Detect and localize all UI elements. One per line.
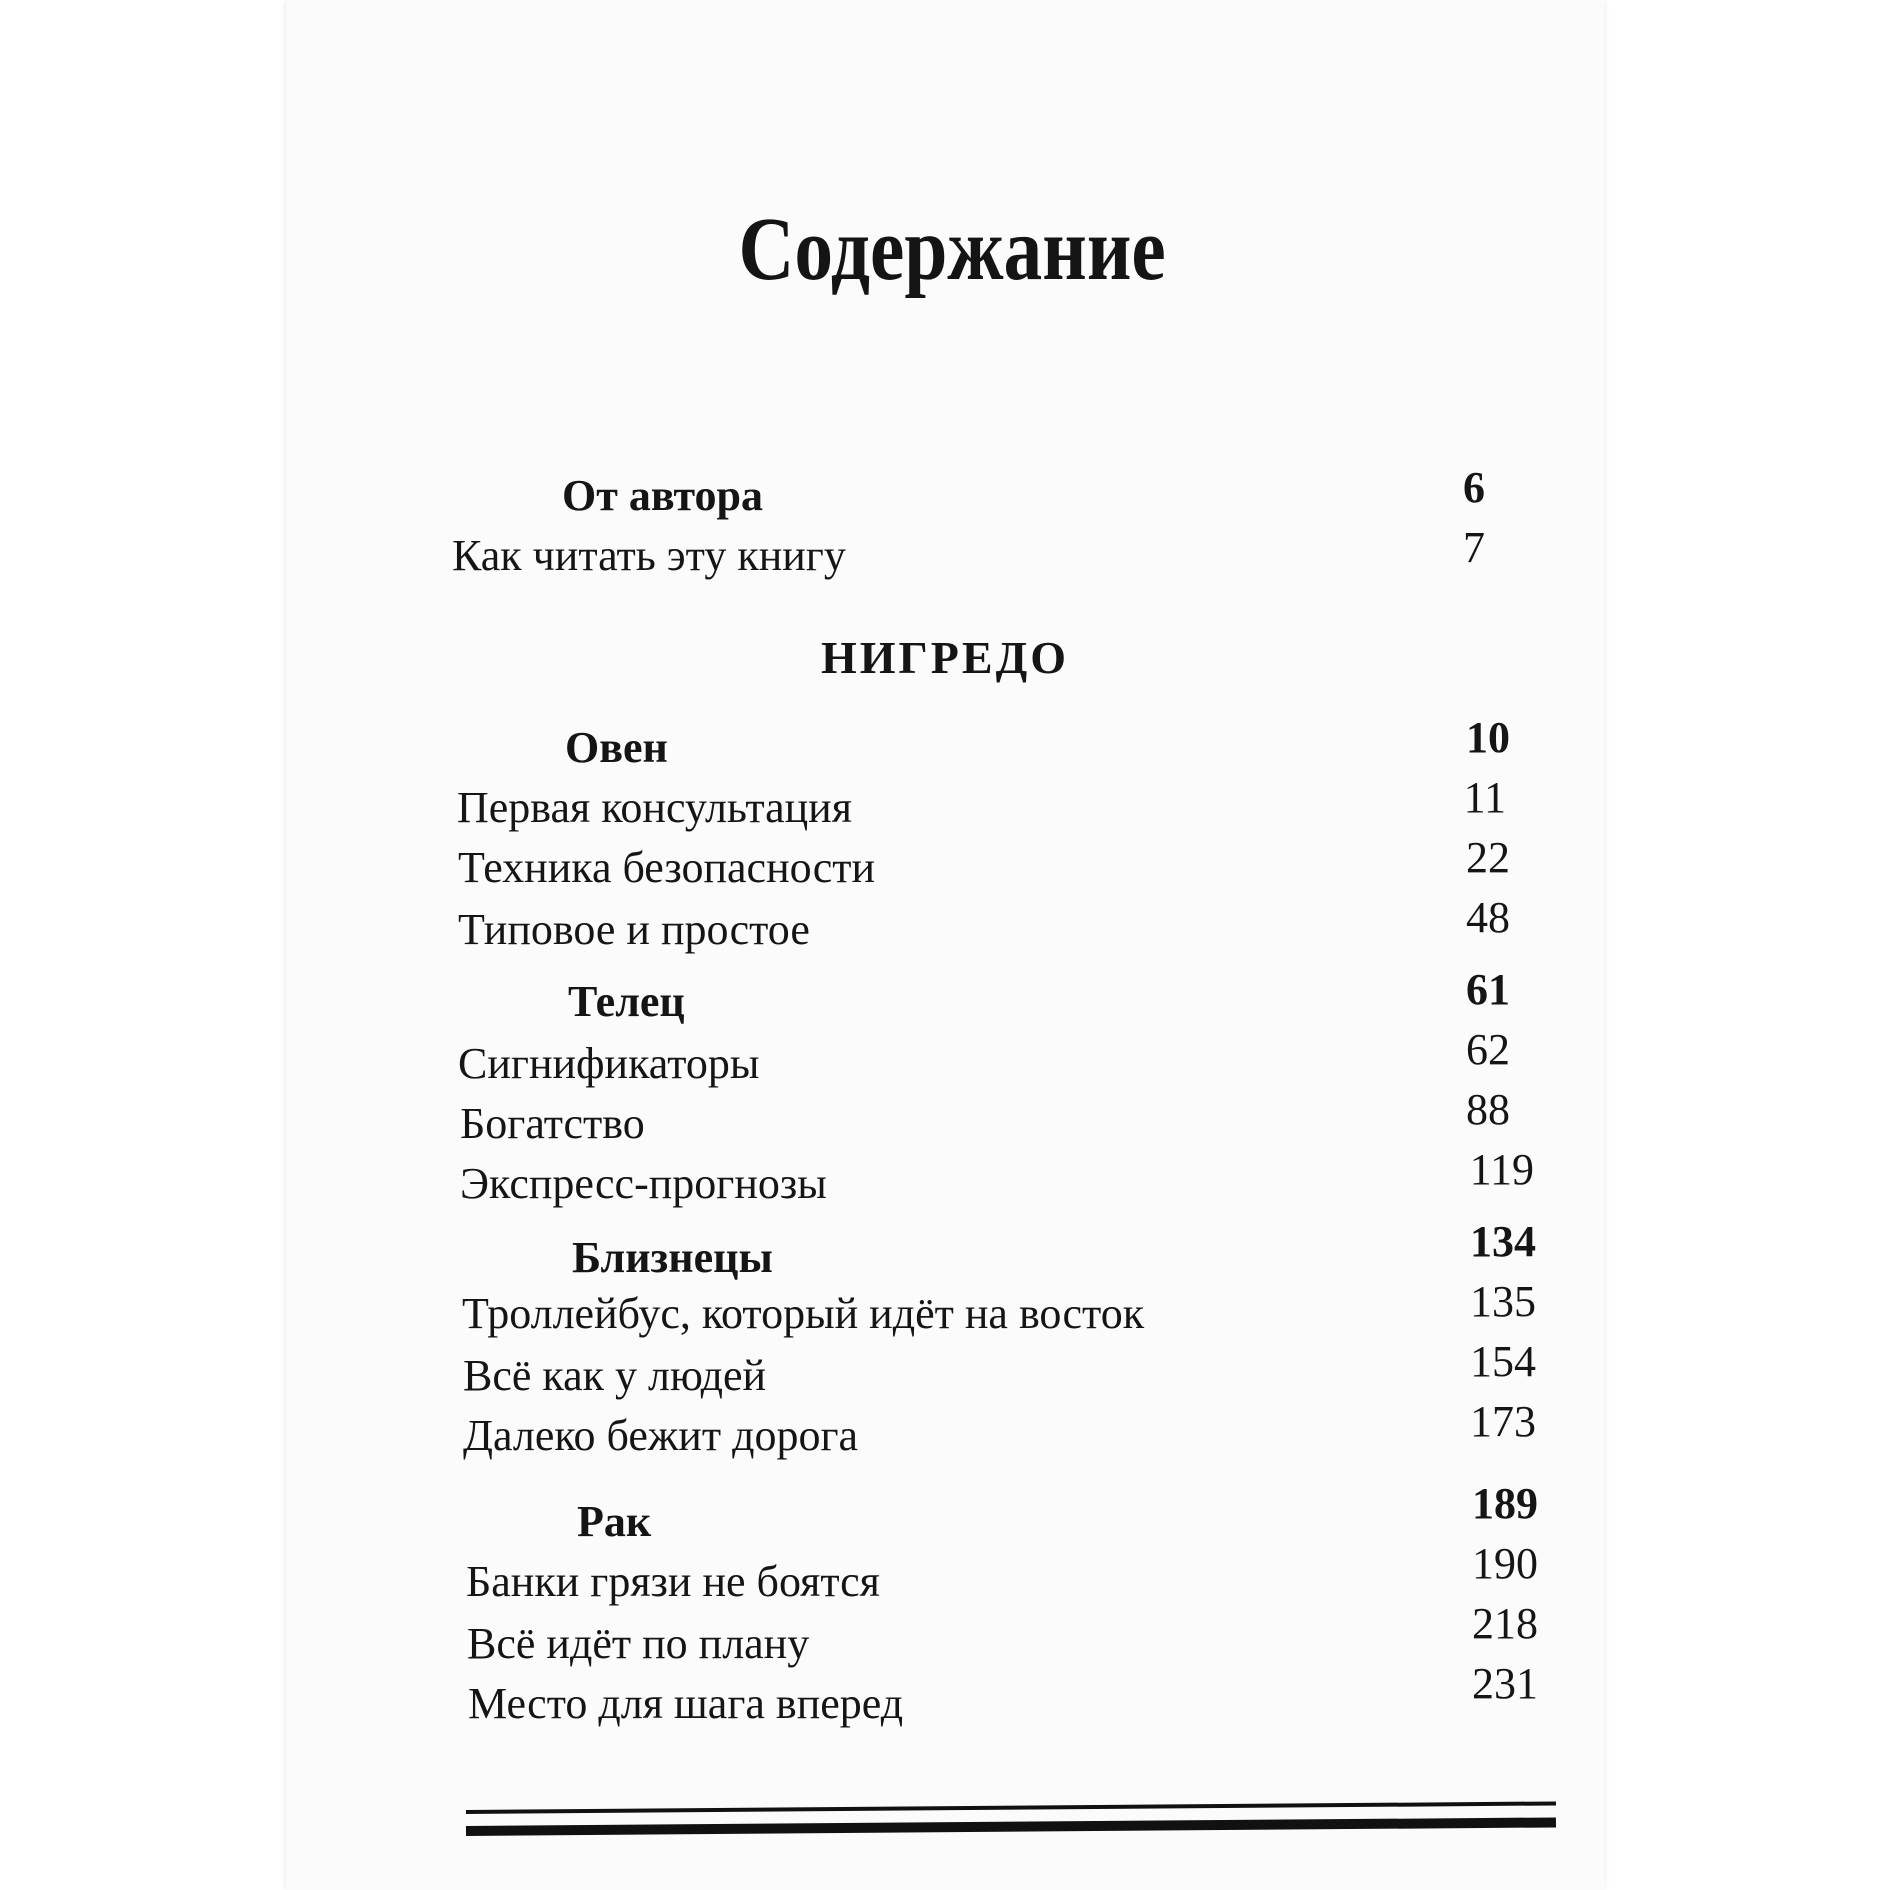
toc-chapter-label: Телец (568, 977, 685, 1026)
toc-entry-label: Всё идёт по плану (467, 1619, 810, 1668)
toc-entry-label: Богатство (460, 1099, 645, 1148)
toc-entry-page: 218 (1472, 1599, 1538, 1648)
toc-entry-label: Место для шага вперед (468, 1679, 904, 1728)
page-title: Содержание (738, 200, 1166, 299)
toc-entry-label: Далеко бежит дорога (463, 1411, 859, 1460)
toc-entry-label: Троллейбус, который идёт на восток (462, 1289, 1145, 1338)
toc-entry-page: 22 (1466, 833, 1510, 882)
toc-chapter-page: 10 (1466, 713, 1510, 762)
toc-entry-page: 7 (1463, 523, 1485, 572)
toc-entry-page: 135 (1470, 1277, 1536, 1326)
toc-entry-page: 231 (1472, 1659, 1538, 1708)
toc-entry-label: Всё как у людей (463, 1351, 767, 1400)
toc-entry-label: Банки грязи не боятся (466, 1557, 880, 1606)
toc-entry-page: 154 (1470, 1337, 1536, 1386)
part-heading: НИГРЕДО (820, 632, 1070, 683)
toc-chapter-label: Рак (577, 1497, 652, 1546)
toc-entry-label: Сигнификаторы (458, 1039, 760, 1088)
toc-entry-page: 48 (1466, 893, 1510, 942)
toc-entry-page: 88 (1466, 1085, 1510, 1134)
toc-chapter-page: 189 (1472, 1479, 1538, 1528)
toc-entry-label: Экспресс-прогнозы (460, 1159, 827, 1208)
toc-entry-label: От автора (562, 471, 764, 520)
toc-chapter-label: Близнецы (572, 1233, 773, 1282)
toc-entry-label: Техника безопасности (458, 843, 876, 892)
toc-entry-page: 190 (1472, 1539, 1538, 1588)
toc-chapter-page: 134 (1470, 1217, 1536, 1266)
toc-entry-page: 62 (1466, 1025, 1510, 1074)
toc-entry-label: Как читать эту книгу (452, 531, 846, 580)
toc-chapter-page: 61 (1466, 965, 1510, 1014)
toc-entry-page: 119 (1469, 1145, 1534, 1194)
toc-entry-page: 6 (1463, 463, 1485, 512)
toc-entry-label: Первая консультация (457, 783, 852, 832)
toc-entry-page: 173 (1470, 1397, 1536, 1446)
toc-entry-page: 11 (1463, 773, 1506, 822)
toc-chapter-label: Овен (565, 723, 668, 772)
toc-entry-label: Типовое и простое (458, 905, 810, 954)
